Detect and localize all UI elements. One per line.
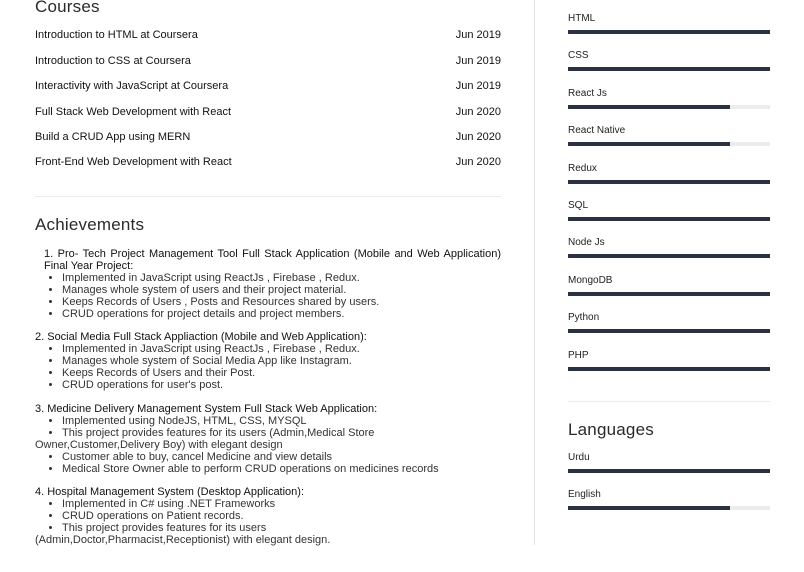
course-name: Build a CRUD App using MERN: [35, 131, 191, 143]
list-item: • Manages whole system of Social Media App like Instagram.: [62, 355, 501, 367]
achievement-heading: 3. Medicine Delivery Management System Full Stack Web Application:: [35, 403, 378, 415]
skill-item: [568, 237, 770, 248]
list-item: • This project provides features for its users: [62, 522, 501, 534]
list-item: • Keeps Records of Users , Posts and Resources shared by users.: [62, 296, 501, 308]
list-item: • Keeps Records of Users and their Post.: [62, 367, 501, 379]
skill-level-bar: [568, 30, 770, 34]
list-item: • Implemented in JavaScript using ReactJs , Firebase , Redux.: [62, 343, 501, 355]
skill-level-track: [568, 67, 770, 71]
skill-level-bar: [568, 142, 730, 146]
skill-name: HTML: [568, 13, 596, 24]
course-name: Full Stack Web Development with React: [35, 106, 232, 118]
skill-level-track: [568, 217, 770, 221]
course-name: Introduction to HTML at Coursera: [35, 29, 198, 41]
column-divider: [534, 0, 535, 545]
skill-level-track: [568, 329, 770, 333]
skill-level-bar: [568, 506, 730, 510]
skill-level-track: [568, 105, 770, 109]
course-date: Jun 2020: [455, 106, 501, 118]
skill-item: [568, 452, 770, 463]
skill-item: [568, 350, 770, 361]
list-item: • Implemented in JavaScript using ReactJs , Firebase , Redux.: [62, 272, 501, 284]
course-date: Jun 2019: [455, 80, 501, 92]
achievement-item: [35, 331, 501, 391]
course-date: Jun 2019: [455, 55, 501, 67]
skill-level-track: [568, 506, 770, 510]
list-item: • CRUD operations on Patient records.: [62, 510, 501, 522]
achievement-item: [35, 248, 501, 320]
skill-level-track: [568, 469, 770, 473]
skill-name: Node Js: [568, 237, 605, 249]
course-date: Jun 2020: [455, 156, 501, 168]
skill-name: PHP: [568, 349, 589, 361]
section-divider: [35, 196, 501, 197]
achievements-heading: Achievements: [35, 215, 145, 234]
list-item: • Implemented in C# using .NET Frameworks: [62, 498, 501, 510]
skill-name: React Native: [568, 125, 626, 137]
skill-name: English: [568, 489, 601, 500]
skill-item: [568, 50, 770, 61]
skill-item: [568, 163, 770, 174]
list-item: • Customer able to buy, cancel Medicine and view details: [62, 451, 501, 463]
list-item: • Manages whole system of users and their project material.: [62, 284, 501, 296]
skill-level-track: [568, 142, 770, 146]
achievement-bullets: [35, 498, 501, 546]
course-date: Jun 2020: [455, 131, 501, 143]
skill-level-bar: [568, 180, 770, 184]
list-item: Owner,Customer,Delivery Boy) with elegant design: [35, 439, 283, 451]
skill-name: SQL: [568, 200, 589, 211]
skill-level-bar: [568, 254, 770, 258]
achievement-heading: 4. Hospital Management System (Desktop Application):: [35, 486, 305, 498]
course-name: Interactivity with JavaScript at Coursera: [35, 80, 229, 92]
achievement-item: [35, 403, 501, 475]
skill-item: [568, 125, 770, 136]
skill-name: MongoDB: [568, 274, 613, 286]
achievement-bullets: [35, 272, 501, 320]
skill-name: Redux: [568, 162, 597, 174]
skill-level-track: [568, 30, 770, 34]
languages-heading: Languages: [568, 420, 654, 439]
achievement-bullets: [35, 415, 501, 475]
skill-level-bar: [568, 329, 770, 333]
skill-level-track: [568, 180, 770, 184]
course-date: Jun 2019: [455, 29, 501, 41]
achievement-heading: 2. Social Media Full Stack Appliaction (Mobile and Web Application):: [35, 331, 367, 343]
skill-name: CSS: [568, 50, 589, 62]
course-name: Front-End Web Development with React: [35, 156, 232, 168]
list-item: • CRUD operations for user's post.: [62, 379, 501, 391]
skill-level-bar: [568, 217, 770, 221]
achievement-heading: 1. Pro- Tech Project Management Tool Full Stack Application (Mobile and Web Application) Final Year Project:: [44, 248, 501, 272]
skill-level-bar: [568, 469, 770, 473]
list-item: • Medical Store Owner able to perform CRUD operations on medicines records: [62, 463, 501, 475]
skill-level-track: [568, 254, 770, 258]
achievement-item: [35, 486, 501, 546]
skill-level-track: [568, 367, 770, 371]
list-item: (Admin,Doctor,Pharmacist,Receptionist) with elegant design.: [35, 534, 331, 546]
section-divider: [568, 401, 770, 402]
skill-name: Python: [568, 312, 600, 324]
list-item: • This project provides features for its users (Admin,Medical Store: [62, 427, 501, 439]
skill-item: [568, 88, 770, 99]
skill-item: [568, 312, 770, 323]
skill-name: React Js: [568, 87, 607, 99]
skill-level-bar: [568, 292, 770, 296]
achievement-bullets: [35, 343, 501, 391]
skill-item: [568, 13, 770, 24]
skill-level-bar: [568, 367, 770, 371]
list-item: • CRUD operations for project details and project members.: [62, 308, 501, 320]
skill-item: [568, 200, 770, 211]
skill-level-track: [568, 292, 770, 296]
skill-level-bar: [568, 67, 770, 71]
list-item: • Implemented using NodeJS, HTML, CSS, MYSQL: [62, 415, 501, 427]
skill-level-bar: [568, 105, 730, 109]
courses-heading: Courses: [35, 0, 100, 16]
skill-item: [568, 275, 770, 286]
skill-name: Urdu: [568, 452, 590, 463]
course-name: Introduction to CSS at Coursera: [35, 55, 191, 67]
skill-item: [568, 489, 770, 500]
